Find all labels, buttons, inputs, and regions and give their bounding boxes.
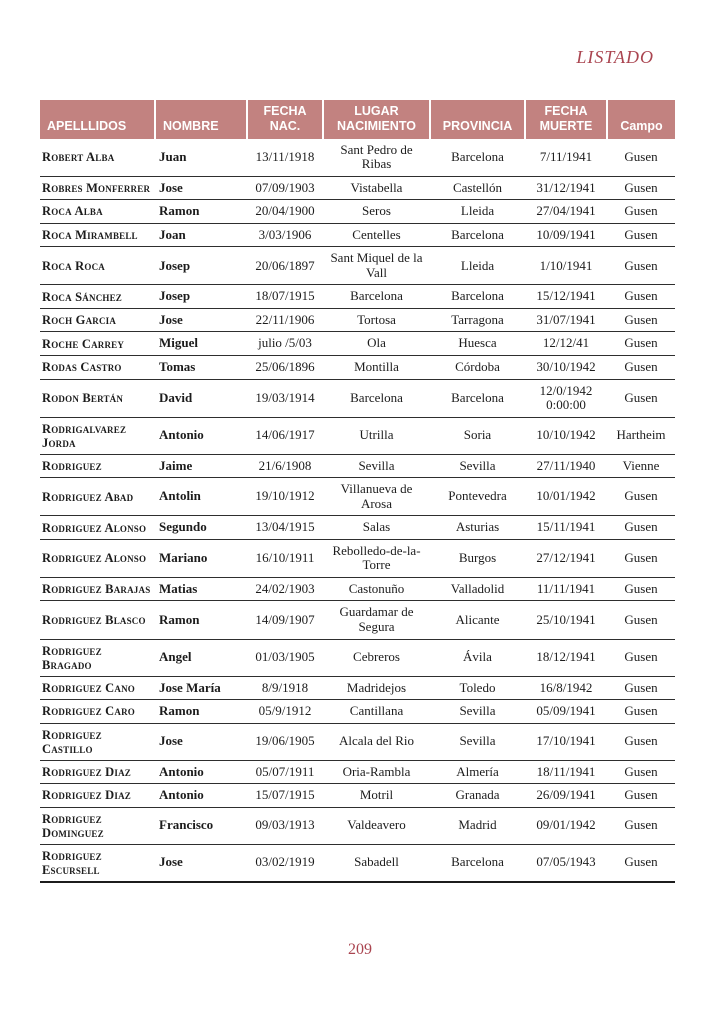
cell-provincia: Huesca: [430, 332, 525, 356]
cell-provincia: Sevilla: [430, 454, 525, 478]
cell-provincia: Valladolid: [430, 577, 525, 601]
cell-fecha_nac: 19/03/1914: [247, 379, 323, 417]
cell-provincia: Toledo: [430, 676, 525, 700]
cell-apellidos: Rodriguez Escursell: [40, 844, 155, 882]
cell-fecha_muerte: 10/01/1942: [525, 478, 607, 516]
table-row: [40, 417, 675, 454]
cell-lugar: Tortosa: [323, 308, 430, 332]
cell-campo: Gusen: [607, 355, 675, 379]
cell-fecha_muerte: 10/09/1941: [525, 223, 607, 247]
cell-fecha_muerte: 09/01/1942: [525, 807, 607, 844]
cell-provincia: Castellón: [430, 176, 525, 200]
cell-fecha_nac: 14/09/1907: [247, 601, 323, 639]
cell-apellidos: Rodriguez Dominguez: [40, 807, 155, 844]
table-row: [40, 723, 675, 760]
cell-campo: Gusen: [607, 332, 675, 356]
cell-fecha_nac: 19/10/1912: [247, 478, 323, 516]
cell-apellidos: Rodriguez Barajas: [40, 577, 155, 601]
table-row: [40, 807, 675, 844]
cell-fecha_nac: 05/07/1911: [247, 760, 323, 784]
cell-campo: Gusen: [607, 760, 675, 784]
cell-fecha_nac: 05/9/1912: [247, 700, 323, 724]
cell-nombre: Joan: [155, 223, 247, 247]
cell-fecha_muerte: 30/10/1942: [525, 355, 607, 379]
cell-fecha_nac: 16/10/1911: [247, 539, 323, 577]
cell-apellidos: Rodriguez Alonso: [40, 539, 155, 577]
cell-provincia: Almería: [430, 760, 525, 784]
cell-lugar: Cantillana: [323, 700, 430, 724]
cell-apellidos: Roca Sánchez: [40, 285, 155, 309]
cell-nombre: Tomas: [155, 355, 247, 379]
cell-campo: Gusen: [607, 639, 675, 676]
table-body: [40, 139, 675, 882]
cell-campo: Gusen: [607, 676, 675, 700]
cell-lugar: Valdeavero: [323, 807, 430, 844]
cell-provincia: Madrid: [430, 807, 525, 844]
cell-lugar: Oria-Rambla: [323, 760, 430, 784]
cell-campo: Gusen: [607, 200, 675, 224]
cell-fecha_muerte: 25/10/1941: [525, 601, 607, 639]
cell-nombre: Juan: [155, 139, 247, 177]
cell-lugar: Villanueva de Arosa: [323, 478, 430, 516]
cell-provincia: Lleida: [430, 200, 525, 224]
column-header-lugar: LUGAR NACIMIENTO: [323, 100, 430, 139]
cell-provincia: Ávila: [430, 639, 525, 676]
cell-fecha_muerte: 18/11/1941: [525, 760, 607, 784]
table-row: [40, 355, 675, 379]
cell-nombre: Ramon: [155, 601, 247, 639]
cell-campo: Gusen: [607, 139, 675, 177]
cell-nombre: Jose: [155, 723, 247, 760]
table-row: [40, 639, 675, 676]
cell-nombre: Segundo: [155, 516, 247, 540]
cell-fecha_nac: 21/6/1908: [247, 454, 323, 478]
cell-provincia: Tarragona: [430, 308, 525, 332]
cell-provincia: Sevilla: [430, 700, 525, 724]
deportee-table: [40, 100, 675, 883]
table-row: [40, 700, 675, 724]
cell-fecha_muerte: 15/12/1941: [525, 285, 607, 309]
cell-nombre: Ramon: [155, 200, 247, 224]
table-row: [40, 844, 675, 882]
cell-apellidos: Rodriguez Diaz: [40, 784, 155, 808]
cell-campo: Hartheim: [607, 417, 675, 454]
cell-fecha_muerte: 05/09/1941: [525, 700, 607, 724]
cell-nombre: Antolin: [155, 478, 247, 516]
cell-fecha_nac: 8/9/1918: [247, 676, 323, 700]
cell-lugar: Sant Pedro de Ribas: [323, 139, 430, 177]
cell-fecha_nac: 14/06/1917: [247, 417, 323, 454]
table-header: [40, 100, 675, 139]
cell-campo: Gusen: [607, 784, 675, 808]
cell-nombre: Josep: [155, 247, 247, 285]
cell-provincia: Pontevedra: [430, 478, 525, 516]
cell-nombre: Antonio: [155, 784, 247, 808]
cell-provincia: Barcelona: [430, 139, 525, 177]
cell-fecha_muerte: 7/11/1941: [525, 139, 607, 177]
table-row: [40, 223, 675, 247]
cell-fecha_muerte: 11/11/1941: [525, 577, 607, 601]
cell-campo: Gusen: [607, 308, 675, 332]
cell-fecha_nac: 01/03/1905: [247, 639, 323, 676]
cell-nombre: Francisco: [155, 807, 247, 844]
cell-fecha_nac: 20/06/1897: [247, 247, 323, 285]
table-row: [40, 139, 675, 177]
table-row: [40, 247, 675, 285]
page-number: 209: [348, 941, 372, 958]
table-row: [40, 577, 675, 601]
cell-lugar: Motril: [323, 784, 430, 808]
cell-fecha_muerte: 1/10/1941: [525, 247, 607, 285]
cell-nombre: Jaime: [155, 454, 247, 478]
table-row: [40, 308, 675, 332]
cell-nombre: David: [155, 379, 247, 417]
cell-fecha_nac: 25/06/1896: [247, 355, 323, 379]
table-row: [40, 784, 675, 808]
cell-lugar: Madridejos: [323, 676, 430, 700]
cell-fecha_nac: 19/06/1905: [247, 723, 323, 760]
table-header-row: [40, 100, 675, 139]
cell-fecha_muerte: 27/11/1940: [525, 454, 607, 478]
cell-nombre: Angel: [155, 639, 247, 676]
cell-nombre: Jose: [155, 176, 247, 200]
cell-provincia: Barcelona: [430, 379, 525, 417]
column-header-provincia: PROVINCIA: [430, 100, 525, 139]
cell-provincia: Soria: [430, 417, 525, 454]
cell-apellidos: Robert Alba: [40, 139, 155, 177]
cell-lugar: Guardamar de Segura: [323, 601, 430, 639]
table-row: [40, 601, 675, 639]
cell-apellidos: Rodriguez: [40, 454, 155, 478]
cell-fecha_nac: 20/04/1900: [247, 200, 323, 224]
cell-fecha_muerte: 31/12/1941: [525, 176, 607, 200]
cell-lugar: Vistabella: [323, 176, 430, 200]
cell-nombre: Josep: [155, 285, 247, 309]
cell-apellidos: Rodriguez Caro: [40, 700, 155, 724]
cell-fecha_nac: 3/03/1906: [247, 223, 323, 247]
cell-fecha_muerte: 27/12/1941: [525, 539, 607, 577]
cell-lugar: Barcelona: [323, 379, 430, 417]
cell-lugar: Cebreros: [323, 639, 430, 676]
cell-apellidos: Rodriguez Blasco: [40, 601, 155, 639]
table-row: [40, 285, 675, 309]
cell-lugar: Alcala del Rio: [323, 723, 430, 760]
cell-fecha_muerte: 15/11/1941: [525, 516, 607, 540]
cell-campo: Gusen: [607, 379, 675, 417]
cell-provincia: Asturias: [430, 516, 525, 540]
cell-campo: Gusen: [607, 516, 675, 540]
cell-provincia: Barcelona: [430, 844, 525, 882]
cell-fecha_nac: 18/07/1915: [247, 285, 323, 309]
cell-fecha_nac: 13/04/1915: [247, 516, 323, 540]
cell-lugar: Sabadell: [323, 844, 430, 882]
cell-campo: Vienne: [607, 454, 675, 478]
cell-lugar: Sant Miquel de la Vall: [323, 247, 430, 285]
cell-apellidos: Rodriguez Abad: [40, 478, 155, 516]
cell-fecha_muerte: 16/8/1942: [525, 676, 607, 700]
cell-provincia: Granada: [430, 784, 525, 808]
table-row: [40, 379, 675, 417]
table-row: [40, 478, 675, 516]
cell-nombre: Miguel: [155, 332, 247, 356]
cell-fecha_muerte: 18/12/1941: [525, 639, 607, 676]
cell-apellidos: Roca Alba: [40, 200, 155, 224]
cell-fecha_nac: 13/11/1918: [247, 139, 323, 177]
table-row: [40, 176, 675, 200]
table-row: [40, 676, 675, 700]
cell-lugar: Castonuño: [323, 577, 430, 601]
cell-apellidos: Rodrigalvarez Jorda: [40, 417, 155, 454]
cell-fecha_nac: 22/11/1906: [247, 308, 323, 332]
cell-apellidos: Rodriguez Castillo: [40, 723, 155, 760]
cell-provincia: Barcelona: [430, 285, 525, 309]
cell-provincia: Alicante: [430, 601, 525, 639]
cell-campo: Gusen: [607, 700, 675, 724]
cell-campo: Gusen: [607, 723, 675, 760]
cell-nombre: Jose María: [155, 676, 247, 700]
cell-apellidos: Rodriguez Alonso: [40, 516, 155, 540]
cell-lugar: Utrilla: [323, 417, 430, 454]
cell-campo: Gusen: [607, 285, 675, 309]
cell-lugar: Centelles: [323, 223, 430, 247]
cell-fecha_nac: julio /5/03: [247, 332, 323, 356]
cell-nombre: Antonio: [155, 760, 247, 784]
cell-nombre: Mariano: [155, 539, 247, 577]
cell-apellidos: Rodriguez Diaz: [40, 760, 155, 784]
cell-campo: Gusen: [607, 844, 675, 882]
cell-lugar: Ola: [323, 332, 430, 356]
column-header-campo: Campo: [607, 100, 675, 139]
cell-lugar: Salas: [323, 516, 430, 540]
cell-apellidos: Roch Garcia: [40, 308, 155, 332]
cell-nombre: Ramon: [155, 700, 247, 724]
cell-fecha_nac: 07/09/1903: [247, 176, 323, 200]
cell-campo: Gusen: [607, 478, 675, 516]
cell-apellidos: Rodriguez Bragado: [40, 639, 155, 676]
cell-apellidos: Rodon Bertán: [40, 379, 155, 417]
cell-provincia: Córdoba: [430, 355, 525, 379]
table-row: [40, 332, 675, 356]
cell-fecha_muerte: 10/10/1942: [525, 417, 607, 454]
cell-fecha_nac: 03/02/1919: [247, 844, 323, 882]
cell-campo: Gusen: [607, 601, 675, 639]
cell-nombre: Jose: [155, 308, 247, 332]
cell-lugar: Rebolledo-de-la-Torre: [323, 539, 430, 577]
running-header: LISTADO: [576, 47, 654, 67]
cell-fecha_muerte: 26/09/1941: [525, 784, 607, 808]
table-row: [40, 760, 675, 784]
cell-campo: Gusen: [607, 223, 675, 247]
cell-lugar: Montilla: [323, 355, 430, 379]
cell-provincia: Barcelona: [430, 223, 525, 247]
cell-fecha_muerte: 12/12/41: [525, 332, 607, 356]
cell-campo: Gusen: [607, 807, 675, 844]
cell-fecha_nac: 15/07/1915: [247, 784, 323, 808]
table-row: [40, 539, 675, 577]
cell-provincia: Burgos: [430, 539, 525, 577]
cell-apellidos: Rodas Castro: [40, 355, 155, 379]
cell-fecha_muerte: 12/0/1942 0:00:00: [525, 379, 607, 417]
table-row: [40, 454, 675, 478]
cell-provincia: Sevilla: [430, 723, 525, 760]
table-row: [40, 200, 675, 224]
cell-lugar: Seros: [323, 200, 430, 224]
cell-lugar: Sevilla: [323, 454, 430, 478]
cell-fecha_nac: 09/03/1913: [247, 807, 323, 844]
cell-fecha_muerte: 27/04/1941: [525, 200, 607, 224]
column-header-nombre: NOMBRE: [155, 100, 247, 139]
cell-fecha_muerte: 31/07/1941: [525, 308, 607, 332]
cell-apellidos: Roca Mirambell: [40, 223, 155, 247]
column-header-fecha-nac: FECHA NAC.: [247, 100, 323, 139]
cell-campo: Gusen: [607, 539, 675, 577]
column-header-apellidos: APELLLIDOS: [40, 100, 155, 139]
cell-fecha_nac: 24/02/1903: [247, 577, 323, 601]
cell-apellidos: Robres Monferrer: [40, 176, 155, 200]
cell-apellidos: Rodriguez Cano: [40, 676, 155, 700]
cell-fecha_muerte: 07/05/1943: [525, 844, 607, 882]
cell-nombre: Matias: [155, 577, 247, 601]
table-row: [40, 516, 675, 540]
cell-campo: Gusen: [607, 176, 675, 200]
cell-apellidos: Roca Roca: [40, 247, 155, 285]
cell-nombre: Antonio: [155, 417, 247, 454]
cell-provincia: Lleida: [430, 247, 525, 285]
cell-lugar: Barcelona: [323, 285, 430, 309]
cell-apellidos: Roche Carrey: [40, 332, 155, 356]
cell-campo: Gusen: [607, 577, 675, 601]
column-header-fecha-muerte: FECHA MUERTE: [525, 100, 607, 139]
cell-fecha_muerte: 17/10/1941: [525, 723, 607, 760]
cell-nombre: Jose: [155, 844, 247, 882]
cell-campo: Gusen: [607, 247, 675, 285]
